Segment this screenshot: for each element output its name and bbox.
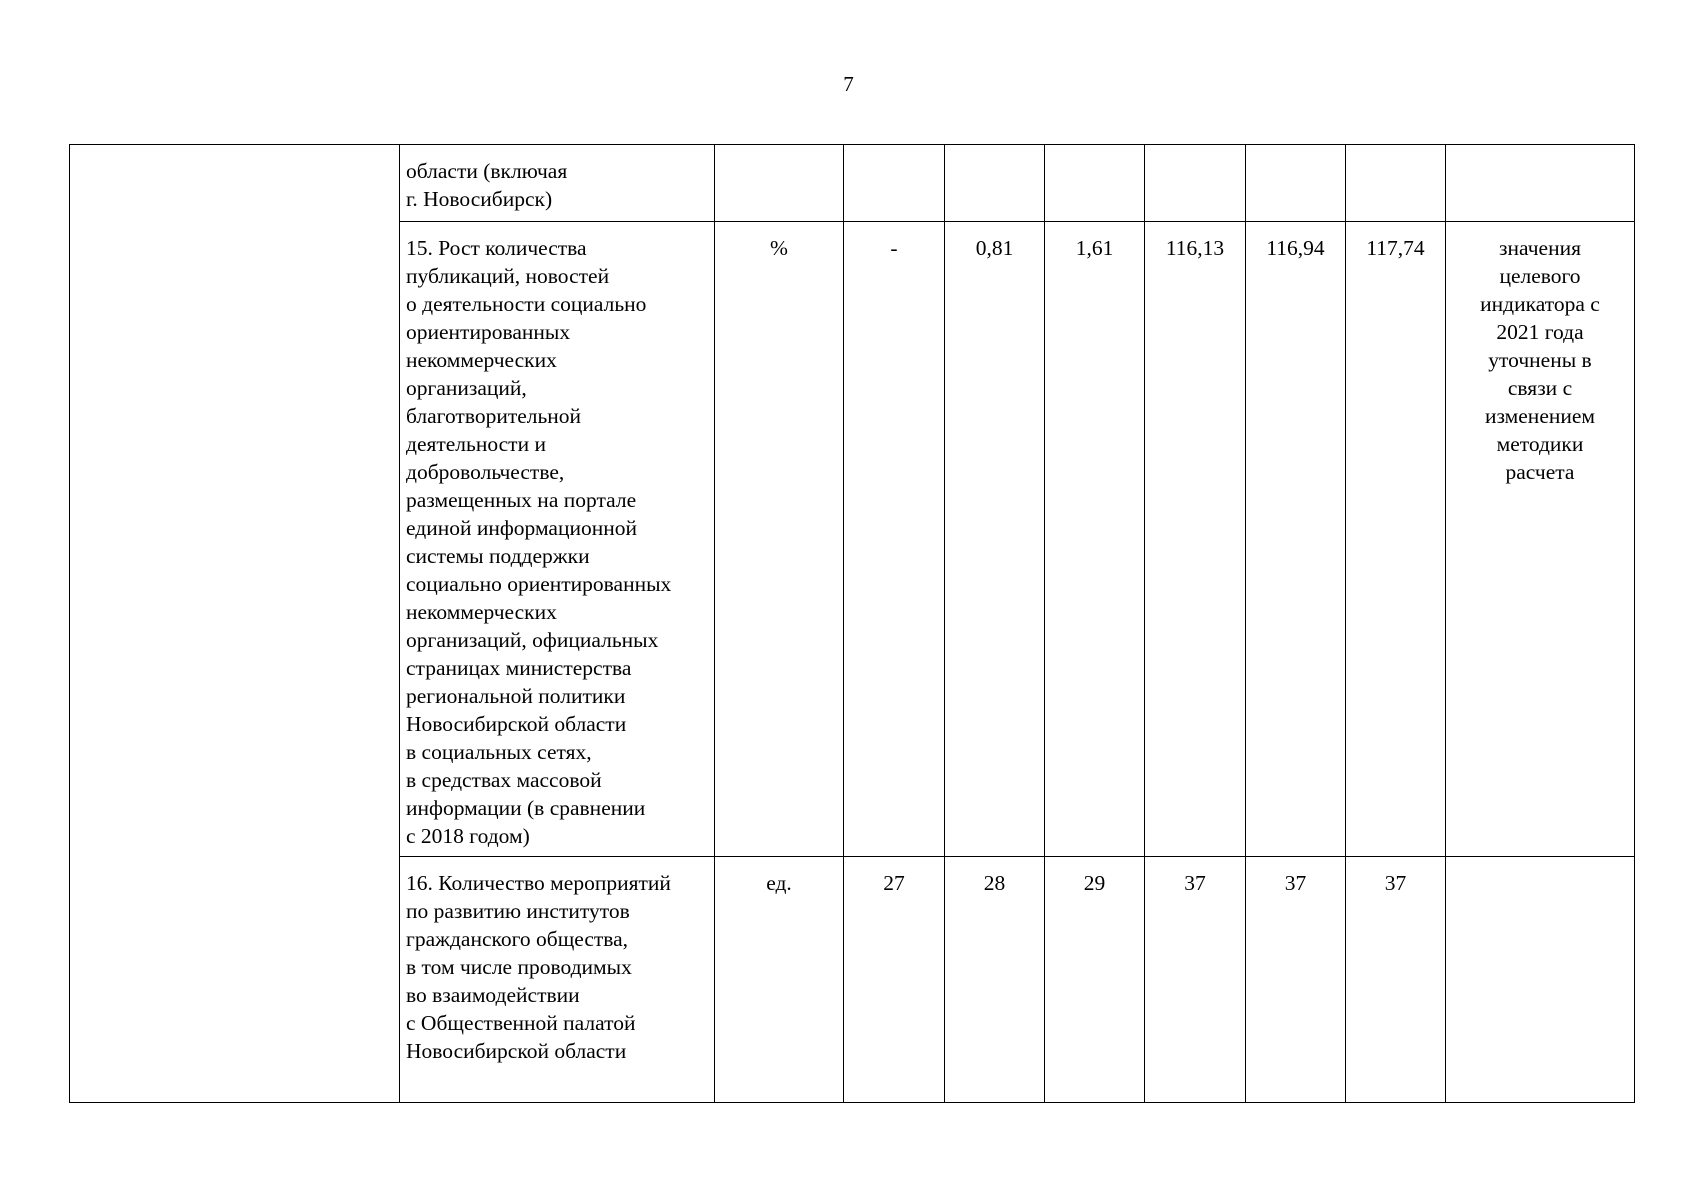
value-cell <box>1045 145 1145 222</box>
table-row <box>70 145 1635 222</box>
indicator-cell: 15. Рост количества публикаций, новостей о деятельности социально ориентированных некоммерческих организаций, благотворительной деятельности и добровольчестве, размещенных на портале единой информационной системы поддержки социально ориентированных некоммерческих организаций, официальных страницах министерства региональной политики Новосибирской области в социальных сетях, в средствах массовой информации (в сравнении с 2018 годом) <box>400 222 715 857</box>
note-cell: значения целевого индикатора с 2021 года уточнены в связи с изменением методики расчета <box>1446 222 1635 857</box>
page-number: 7 <box>843 72 854 96</box>
value-cell: 117,74 <box>1346 222 1446 857</box>
value-cell <box>844 145 945 222</box>
value-cell: 27 <box>844 857 945 1103</box>
note-cell <box>1446 857 1635 1103</box>
value-cell: 1,61 <box>1045 222 1145 857</box>
goal-cell <box>70 145 400 1103</box>
value-cell <box>1346 145 1446 222</box>
value-cell: 116,94 <box>1246 222 1346 857</box>
value-cell: - <box>844 222 945 857</box>
value-cell: 29 <box>1045 857 1145 1103</box>
indicator-cell: 16. Количество мероприятий по развитию институтов гражданского общества, в том числе проводимых во взаимодействии с Общественной палатой Новосибирской области <box>400 857 715 1103</box>
indicator-cell: области (включая г. Новосибирск) <box>400 145 715 222</box>
value-cell <box>1145 145 1246 222</box>
unit-cell: % <box>715 222 844 857</box>
value-cell: 28 <box>945 857 1045 1103</box>
note-cell <box>1446 145 1635 222</box>
value-cell: 37 <box>1145 857 1246 1103</box>
value-cell: 0,81 <box>945 222 1045 857</box>
value-cell <box>1246 145 1346 222</box>
value-cell <box>945 145 1045 222</box>
value-cell: 37 <box>1346 857 1446 1103</box>
value-cell: 116,13 <box>1145 222 1246 857</box>
value-cell: 37 <box>1246 857 1346 1103</box>
unit-cell: ед. <box>715 857 844 1103</box>
unit-cell <box>715 145 844 222</box>
indicators-table <box>69 144 1635 1103</box>
